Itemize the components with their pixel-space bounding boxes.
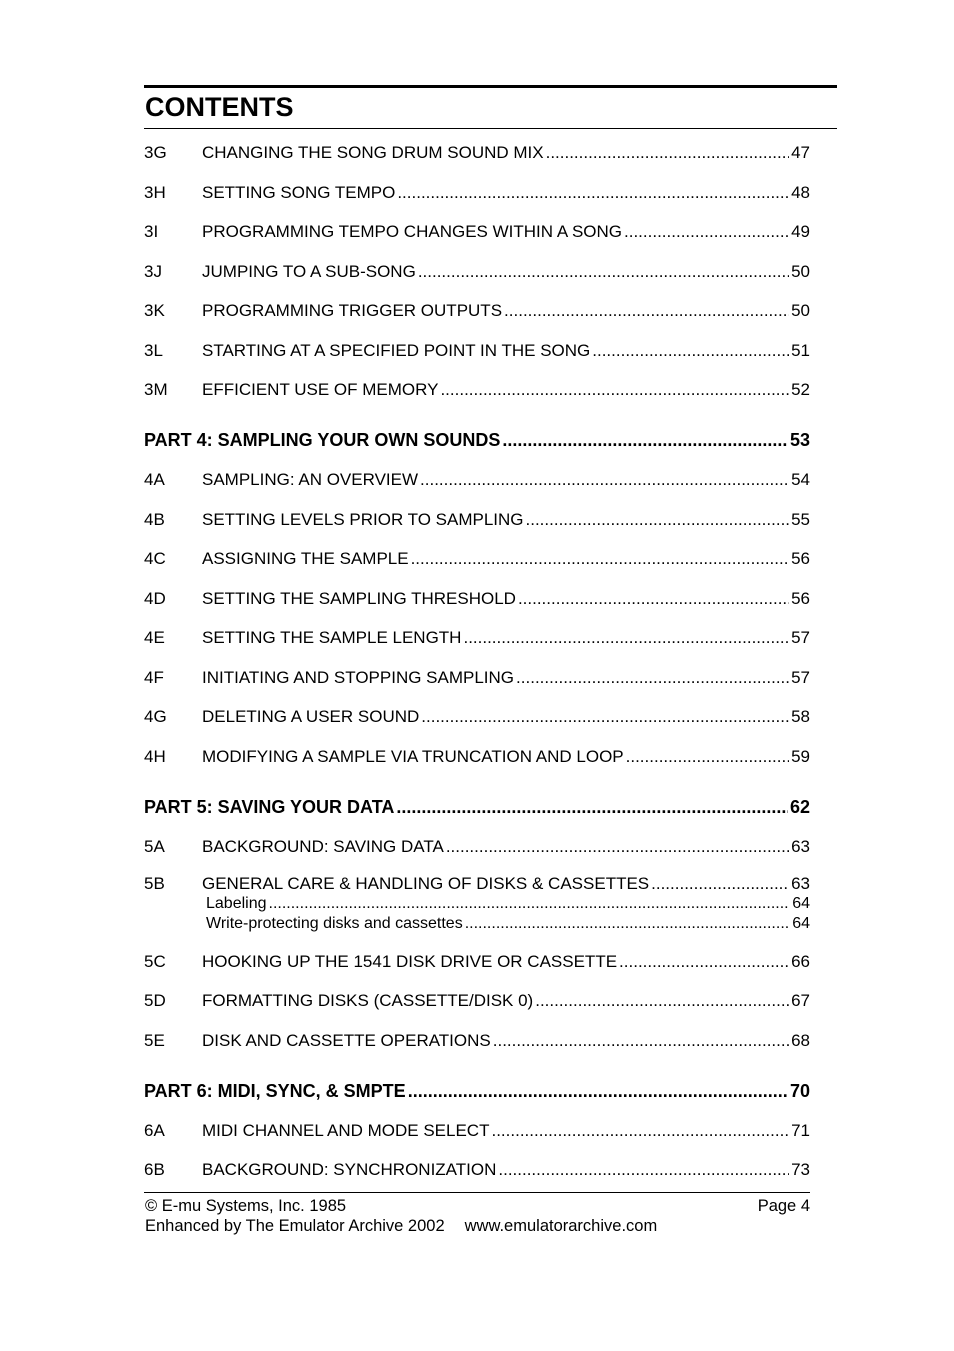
leader-dots [518, 587, 789, 611]
subsection-title: Labeling [206, 895, 267, 912]
toc-entry[interactable] [144, 1029, 810, 1053]
leader-dots [491, 1119, 789, 1143]
section-number: 4C [144, 549, 166, 568]
section-number: 5A [144, 836, 165, 856]
page-number: 58 [791, 707, 810, 726]
toc-entry[interactable] [144, 547, 810, 571]
toc-entry[interactable] [144, 339, 810, 363]
page-number: 62 [789, 796, 810, 817]
toc-entry[interactable] [144, 1158, 810, 1182]
page-number: 55 [791, 509, 810, 529]
section-title: ASSIGNING THE SAMPLE [202, 549, 409, 568]
leader-dots [592, 339, 789, 363]
leader-dots [493, 1029, 789, 1053]
page-number: 54 [791, 470, 810, 489]
page-number: 70 [789, 1080, 810, 1101]
section-title: BACKGROUND: SYNCHRONIZATION [202, 1160, 497, 1179]
section-number: 3G [144, 143, 167, 162]
toc-subentry[interactable] [144, 914, 810, 934]
section-number: 6B [144, 1160, 165, 1179]
section-title: SAMPLING: AN OVERVIEW [202, 470, 419, 489]
leader-dots [440, 378, 789, 402]
section-title: PROGRAMMING TRIGGER OUTPUTS [202, 301, 503, 320]
section-number: 3J [144, 261, 162, 281]
section-number: 4H [144, 746, 166, 766]
page-number: 59 [791, 746, 810, 766]
page-title: CONTENTS [145, 92, 294, 122]
leader-dots [526, 508, 790, 532]
leader-dots [421, 705, 789, 729]
page-number: 57 [791, 667, 810, 687]
toc-entry[interactable] [144, 587, 810, 611]
section-title: MIDI CHANNEL AND MODE SELECT [202, 1120, 490, 1140]
section-title: INITIATING AND STOPPING SAMPLING [202, 667, 515, 687]
footer-row [145, 1216, 810, 1236]
leader-dots [546, 141, 789, 165]
toc-entry[interactable] [144, 989, 810, 1013]
section-title: HOOKING UP THE 1541 DISK DRIVE OR CASSETTE [202, 951, 618, 971]
leader-dots [516, 666, 789, 690]
section-title: SETTING THE SAMPLE LENGTH [202, 628, 462, 647]
page-number: 52 [791, 380, 810, 399]
leader-dots [498, 1158, 789, 1182]
toc-entry[interactable] [144, 874, 810, 894]
toc-entry[interactable] [144, 260, 810, 284]
leader-dots [619, 950, 789, 974]
page-footer [145, 1196, 810, 1236]
enhanced-credit: Enhanced by The Emulator Archive 2002 [145, 1217, 445, 1235]
page-number: 50 [791, 261, 810, 281]
title-rule [144, 128, 837, 129]
leader-dots [535, 989, 789, 1013]
toc-part-heading[interactable] [144, 428, 810, 452]
page-number: 64 [792, 895, 810, 912]
section-title: GENERAL CARE & HANDLING OF DISKS & CASSETTES [202, 874, 650, 893]
section-number: 3K [144, 301, 165, 320]
section-number: 5D [144, 991, 166, 1010]
leader-dots [624, 220, 789, 244]
footer-row [145, 1196, 810, 1216]
section-number: 4G [144, 707, 167, 726]
leader-dots [411, 547, 790, 571]
website-link[interactable]: www.emulatorarchive.com [464, 1217, 658, 1235]
part-title: PART 5: SAVING YOUR DATA [144, 796, 395, 817]
toc-entry[interactable] [144, 378, 810, 402]
part-title: PART 6: MIDI, SYNC, & SMPTE [144, 1080, 406, 1101]
page-number: 51 [791, 340, 810, 360]
page-number: 56 [791, 588, 810, 608]
leader-dots [408, 1079, 788, 1103]
copyright-text: © E-mu Systems, Inc. 1985 [145, 1197, 347, 1215]
page-number: 49 [791, 222, 810, 241]
footer-rule [144, 1192, 810, 1193]
toc-entry[interactable] [144, 141, 810, 165]
page-number: 63 [791, 836, 810, 856]
section-title: SETTING SONG TEMPO [202, 182, 396, 202]
top-rule [144, 85, 837, 88]
leader-dots [502, 428, 788, 452]
toc-entry[interactable] [144, 468, 810, 492]
leader-dots [504, 299, 789, 323]
page-number: 66 [791, 951, 810, 971]
toc-entry[interactable] [144, 181, 810, 205]
toc-subentry[interactable] [144, 894, 810, 914]
section-number: 5B [144, 874, 165, 893]
leader-dots [420, 468, 789, 492]
toc-entry[interactable] [144, 299, 810, 323]
leader-dots [651, 874, 789, 894]
table-of-contents [144, 141, 810, 1182]
section-number: 4F [144, 667, 164, 687]
subsection-title: Write-protecting disks and cassettes [206, 915, 463, 932]
page-number: 50 [791, 301, 810, 320]
page-number: 73 [791, 1160, 810, 1179]
part-title: PART 4: SAMPLING YOUR OWN SOUNDS [144, 430, 501, 450]
toc-entry[interactable] [144, 508, 810, 532]
page-number: 68 [791, 1030, 810, 1050]
section-title: DISK AND CASSETTE OPERATIONS [202, 1030, 491, 1050]
section-number: 4E [144, 628, 165, 647]
section-number: 6A [144, 1120, 165, 1140]
page-number: 67 [791, 991, 810, 1010]
section-title: JUMPING TO A SUB-SONG [202, 261, 416, 281]
page-number: 47 [791, 143, 810, 162]
leader-dots [626, 745, 789, 769]
section-title: PROGRAMMING TEMPO CHANGES WITHIN A SONG [202, 222, 623, 241]
page-number: 64 [792, 915, 810, 932]
leader-dots [418, 260, 789, 284]
page-number: 48 [791, 182, 810, 202]
toc-entry[interactable] [144, 745, 810, 769]
section-number: 5C [144, 951, 166, 971]
page-number: 71 [791, 1120, 810, 1140]
leader-dots [446, 835, 789, 859]
section-title: MODIFYING A SAMPLE VIA TRUNCATION AND LOOP [202, 746, 624, 766]
section-title: STARTING AT A SPECIFIED POINT IN THE SONG [202, 340, 591, 360]
toc-entry[interactable] [144, 1119, 810, 1143]
section-title: EFFICIENT USE OF MEMORY [202, 380, 439, 399]
section-title: FORMATTING DISKS (CASSETTE/DISK 0) [202, 991, 534, 1010]
leader-dots [465, 914, 791, 934]
leader-dots [463, 626, 789, 650]
section-number: 4A [144, 470, 165, 489]
section-number: 3I [144, 222, 159, 241]
section-title: SETTING THE SAMPLING THRESHOLD [202, 588, 516, 608]
section-number: 3L [144, 340, 163, 360]
leader-dots [396, 795, 788, 819]
page-number: 53 [789, 430, 810, 450]
leader-dots [269, 894, 791, 914]
section-number: 5E [144, 1030, 165, 1050]
section-title: DELETING A USER SOUND [202, 707, 420, 726]
toc-entry[interactable] [144, 626, 810, 650]
toc-entry[interactable] [144, 666, 810, 690]
section-number: 4D [144, 588, 166, 608]
section-number: 3M [144, 380, 168, 399]
page-number: 57 [791, 628, 810, 647]
toc-entry[interactable] [144, 835, 810, 859]
section-title: CHANGING THE SONG DRUM SOUND MIX [202, 143, 544, 162]
section-title: SETTING LEVELS PRIOR TO SAMPLING [202, 509, 524, 529]
toc-entry[interactable] [144, 705, 810, 729]
toc-entry[interactable] [144, 950, 810, 974]
leader-dots [397, 181, 789, 205]
toc-part-heading[interactable] [144, 795, 810, 819]
page-number: 56 [791, 549, 810, 568]
page-label: Page 4 [757, 1197, 810, 1215]
section-title: BACKGROUND: SAVING DATA [202, 836, 444, 856]
section-number: 3H [144, 182, 166, 202]
section-number: 4B [144, 509, 165, 529]
toc-part-heading[interactable] [144, 1079, 810, 1103]
toc-entry[interactable] [144, 220, 810, 244]
page-number: 63 [791, 874, 810, 893]
